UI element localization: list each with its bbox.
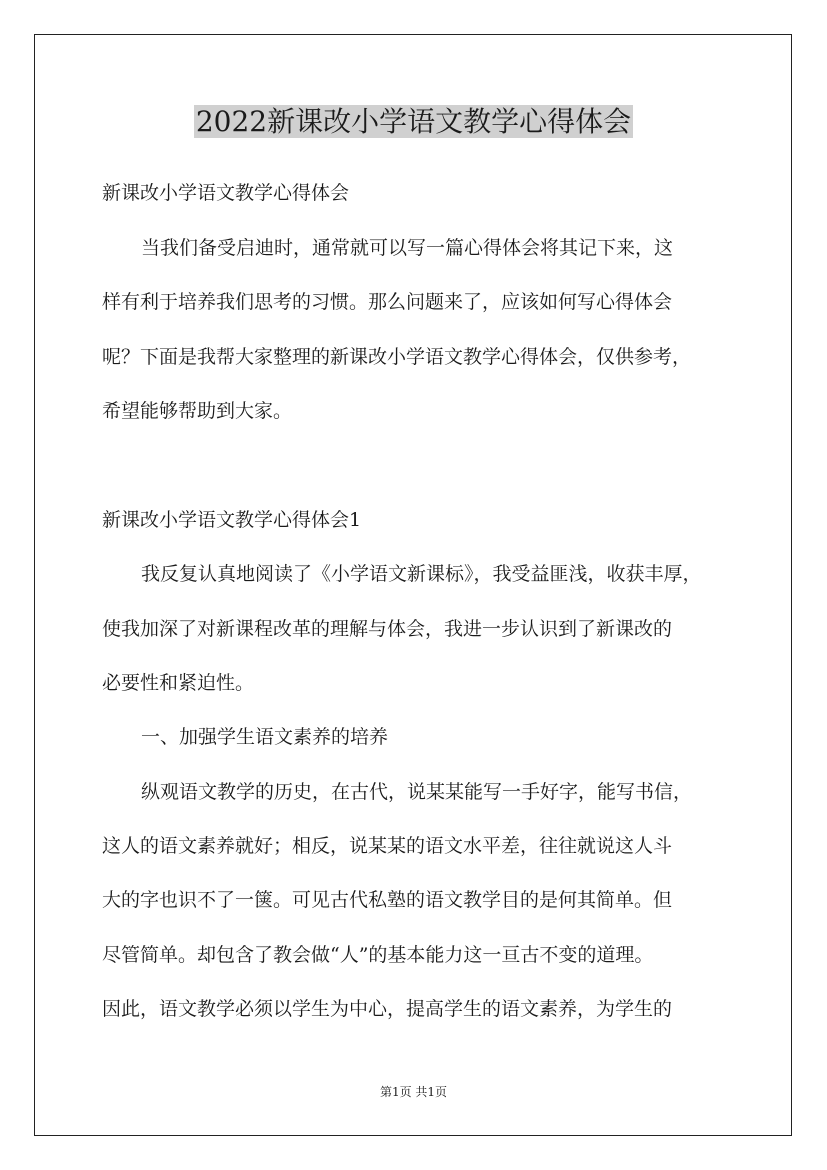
paragraph-line: 这人的语文素养就好；相反，说某某的语文水平差，往往就说这人斗 [102, 835, 673, 857]
page-number: 第1页 共1页 [379, 1085, 448, 1099]
paragraph-line: 必要性和紧迫性。 [102, 672, 255, 694]
paragraph-line: 使我加深了对新课程改革的理解与体会，我进一步认识到了新课改的 [102, 618, 673, 640]
paragraph-line: 纵观语文教学的历史，在古代，说某某能写一手好字，能写书信， [141, 781, 693, 803]
paragraph-line: 我反复认真地阅读了《小学语文新课标》，我受益匪浅，收获丰厚， [141, 563, 702, 585]
document-title: 2022新课改小学语文教学心得体会 [195, 105, 632, 138]
paragraph-line: 因此，语文教学必须以学生为中心，提高学生的语文素养，为学生的 [102, 998, 673, 1020]
subtitle-line: 新课改小学语文教学心得体会 [102, 182, 350, 204]
paragraph-line: 呢？下面是我帮大家整理的新课改小学语文教学心得体会，仅供参考， [102, 346, 692, 368]
paragraph-line: 希望能够帮助到大家。 [102, 400, 293, 422]
subsection-heading: 一、加强学生语文素养的培养 [141, 726, 389, 748]
paragraph-line: 尽管简单。却包含了教会做“人”的基本能力这一亘古不变的道理。 [102, 944, 654, 966]
section-heading: 新课改小学语文教学心得体会1 [102, 509, 362, 531]
paragraph-line: 当我们备受启迪时，通常就可以写一篇心得体会将其记下来，这 [141, 237, 674, 259]
paragraph-line: 大的字也识不了一箧。可见古代私塾的语文教学目的是何其简单。但 [102, 889, 673, 911]
paragraph-line: 样有利于培养我们思考的习惯。那么问题来了，应该如何写心得体会 [102, 291, 673, 313]
